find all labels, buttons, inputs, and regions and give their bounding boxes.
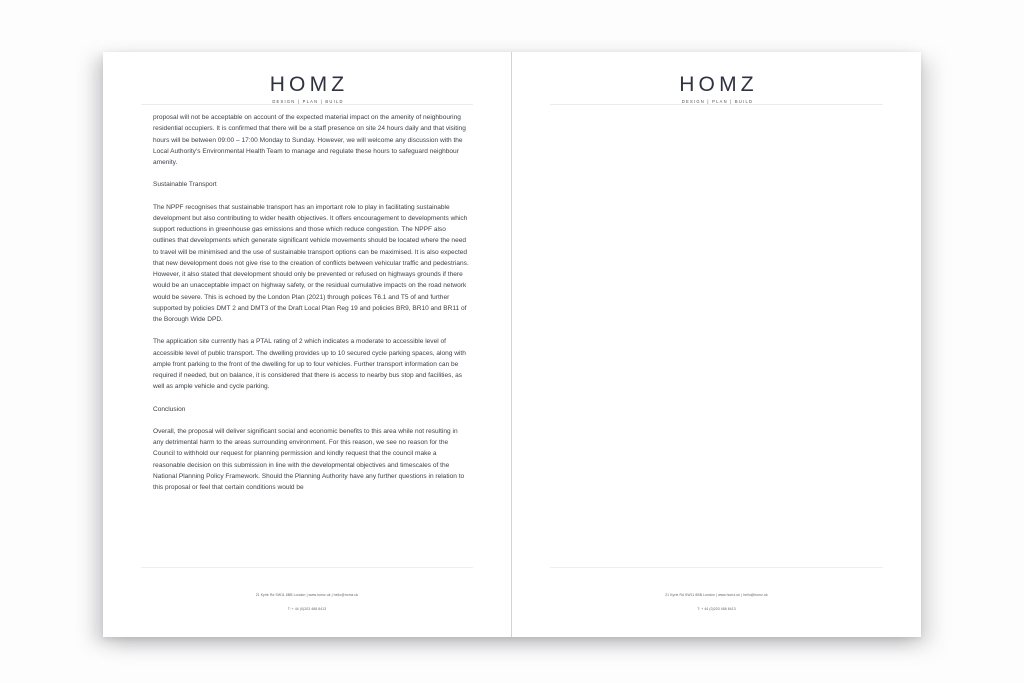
body-paragraph: Overall, the proposal will deliver significant social and economic benefits to this area while not resulting in any detrimental harm to the areas surrounding environment. For this reason, we see no reason for the Council to withhold our request for planning permission and kindly request that the council make a reasonable decision on this submission in line with the developmental objectives and timescales of the National Planning Policy Framework. Should the Planning Authority have any further questions in relation to this proposal or feel that certain conditions would be [153, 427, 465, 491]
footer-divider-left [141, 567, 473, 568]
header-divider-left [141, 104, 473, 105]
page-body-right [562, 112, 879, 565]
page-header-right [512, 52, 921, 104]
page-footer-right [512, 594, 921, 611]
page-header-left [103, 52, 511, 104]
body-paragraph: The application site currently has a PTAL rating of 2 which indicates a moderate to accessible level of accessible level of public transport. The dwelling provides up to 10 secured cycle parking spaces, along with ample front parking to the front of the dwelling for up to four vehicles. Further transport information can be required if needed, but on balance, it is considered that there is access to nearby bus stop and facilities, as well as ample vehicle and cycle parking. [153, 338, 466, 391]
brand-tagline: DESIGN | PLAN | BUILD [272, 98, 344, 104]
page-body-left [153, 112, 469, 565]
document-spread [103, 52, 921, 637]
header-divider-right [550, 104, 883, 105]
section-heading-sustainable-transport: Sustainable Transport [153, 181, 217, 189]
brand-tagline: DESIGN | PLAN | BUILD [681, 98, 754, 104]
footer-address-line: 21 Kyrle Rd SW11 6BB London | www.homz.uk | hello@homz.uk [255, 593, 359, 598]
body-paragraph: proposal will not be acceptable on account of the expected material impact on the amenity of neighbouring residential occupiers. It is confirmed that there will be a staff presence on site 24 hours daily and that visiting hours will be between 09:00 – 17:00 Monday to Sunday. However, we will welcome any discussion with the Local Authority’s Environmental Health Team to manage and regulate these hours to safeguard neighbour amenity. [153, 114, 466, 166]
body-paragraph: The NPPF recognises that sustainable transport has an important role to play in facilitating sustainable development but also contributing to wider health objectives. It offers encouragement to developments which support reductions in greenhouse gas emissions and those which reduce congestion. The NPPF also outlines that developments which generate significant vehicle movements should be located where the need to travel will be minimised and the use of sustainable transport options can be maximised. It is also expected that new development does not give rise to the creation of conflicts between vehicular traffic and pedestrians. However, it also stated that development should only be prevented or refused on highways grounds if there would be an unacceptable impact on highway safety, or the residual cumulative impacts on the road network would be severe. This is echoed by the London Plan (2021) through polices T6.1 and T5 of and further supported by policies DMT 2 and DMT3 of the Draft Local Plan Reg 19 and policies BR9, BR10 and BR11 of the Borough Wide DPD. [153, 203, 469, 323]
footer-phone-line: T: + 44 (0)203 488 8413 [697, 606, 736, 611]
document-page-right[interactable] [512, 52, 921, 637]
document-page-left[interactable] [103, 52, 512, 637]
page-footer-left [103, 594, 511, 611]
footer-address-line: 21 Kyrle Rd SW11 6BB London | www.homz.uk | hello@homz.uk [665, 593, 768, 598]
footer-divider-right [550, 567, 883, 568]
brand-wordmark: HOMZ [269, 72, 349, 96]
section-heading-conclusion: Conclusion [153, 405, 186, 413]
brand-wordmark: HOMZ [679, 72, 758, 96]
footer-phone-line: T: + 44 (0)203 488 8413 [287, 606, 327, 611]
